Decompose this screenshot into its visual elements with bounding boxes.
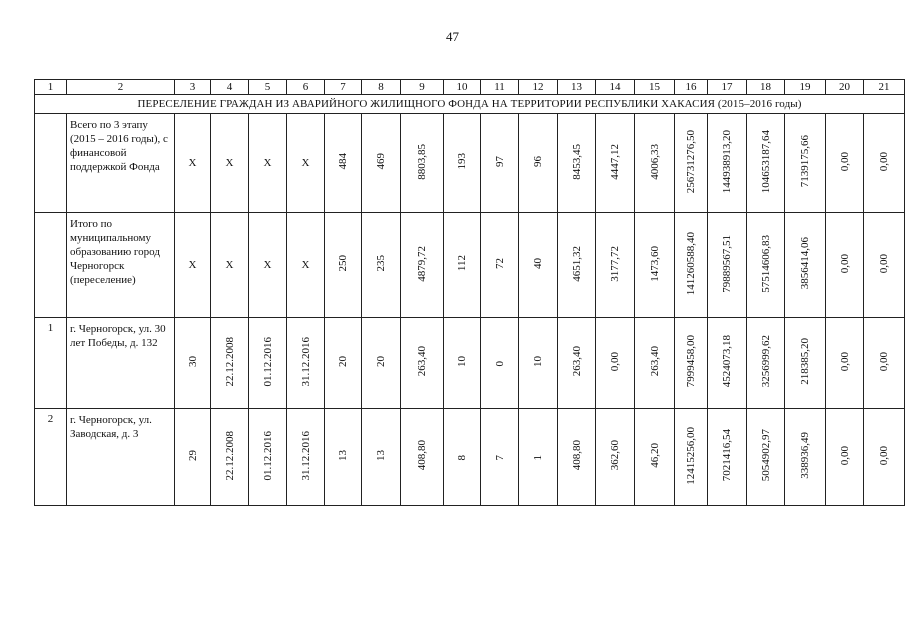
cell-col-11 — [481, 318, 519, 409]
cell-col-18 — [747, 213, 785, 318]
cell-value: 0,00 — [838, 445, 851, 466]
cell-value: 10 — [532, 356, 544, 367]
cell-value: 8453,45 — [570, 143, 583, 180]
cell-col-21 — [864, 114, 905, 213]
cell-col-6 — [287, 213, 325, 318]
row-description: г. Черногорск, ул. 30 лет Победы, д. 132 — [67, 318, 175, 409]
cell-value: 112 — [456, 255, 468, 272]
cell-col-4 — [211, 213, 249, 318]
cell-col-18 — [747, 318, 785, 409]
cell-col-9 — [401, 213, 444, 318]
cell-value: Х — [188, 259, 197, 271]
cell-col-4 — [211, 409, 249, 506]
cell-col-8 — [362, 114, 401, 213]
section-title-row — [35, 95, 905, 114]
cell-col-11 — [481, 114, 519, 213]
cell-col-14 — [596, 213, 635, 318]
cell-col-12 — [519, 213, 558, 318]
cell-col-11 — [481, 213, 519, 318]
cell-col-3 — [175, 318, 211, 409]
cell-col-10 — [444, 114, 481, 213]
cell-value: 72 — [493, 258, 506, 269]
cell-value: 250 — [337, 255, 349, 272]
cell-value: 362,60 — [609, 440, 621, 471]
cell-value: 1 — [532, 454, 544, 460]
cell-col-9 — [401, 409, 444, 506]
cell-col-3 — [175, 213, 211, 318]
cell-col-7 — [325, 213, 362, 318]
column-number: 1 — [35, 80, 67, 95]
total-municipality-row — [35, 213, 905, 318]
cell-value: 01.12.2016 — [261, 430, 274, 481]
cell-value: 0,00 — [878, 351, 890, 372]
cell-col-10 — [444, 318, 481, 409]
cell-col-7 — [325, 114, 362, 213]
cell-value: 193 — [456, 153, 468, 170]
house-row — [35, 318, 905, 409]
cell-value: Х — [301, 157, 310, 169]
cell-col-6 — [287, 409, 325, 506]
cell-col-16 — [675, 409, 708, 506]
cell-value: 0,00 — [838, 351, 851, 372]
cell-value: 12415256,00 — [685, 426, 697, 485]
cell-col-13 — [558, 213, 596, 318]
section-title: ПЕРЕСЕЛЕНИЕ ГРАЖДАН ИЗ АВАРИЙНОГО ЖИЛИЩНОГО ФОНДА НА ТЕРРИТОРИИ РЕСПУБЛИКИ ХАКАСИЯ (2015–2016 годы) — [35, 95, 905, 114]
cell-value: 5054902,97 — [759, 429, 772, 482]
cell-col-3 — [175, 409, 211, 506]
cell-value: 01.12.2016 — [261, 336, 274, 387]
cell-col-6 — [287, 318, 325, 409]
cell-value: Х — [188, 157, 197, 169]
column-number: 19 — [785, 80, 826, 95]
cell-col-16 — [675, 318, 708, 409]
cell-value: 1473,60 — [648, 245, 661, 282]
cell-col-7 — [325, 409, 362, 506]
cell-value: 0,00 — [878, 445, 890, 466]
cell-col-15 — [635, 213, 675, 318]
cell-value: 7021416,54 — [721, 429, 733, 482]
cell-value: 46,20 — [648, 443, 661, 468]
cell-col-12 — [519, 318, 558, 409]
cell-value: 408,80 — [570, 440, 583, 471]
column-number: 11 — [481, 80, 519, 95]
column-number: 13 — [558, 80, 596, 95]
cell-col-13 — [558, 318, 596, 409]
cell-value: 3177,72 — [609, 245, 621, 282]
column-number: 3 — [175, 80, 211, 95]
cell-col-8 — [362, 409, 401, 506]
column-number: 14 — [596, 80, 635, 95]
cell-value: 7139175,66 — [799, 135, 811, 188]
cell-value: Х — [225, 259, 234, 271]
cell-value: 104653187,64 — [759, 129, 772, 194]
cell-value: 79889567,51 — [721, 234, 733, 293]
cell-col-19 — [785, 318, 826, 409]
cell-value: 31.12.2016 — [299, 336, 312, 387]
total-stage-row — [35, 114, 905, 213]
cell-value: 4447,12 — [609, 143, 621, 180]
column-number: 17 — [708, 80, 747, 95]
cell-value: 7999458,00 — [685, 335, 697, 388]
page-number: 47 — [446, 29, 459, 44]
cell-col-10 — [444, 409, 481, 506]
cell-col-21 — [864, 409, 905, 506]
cell-col-15 — [635, 409, 675, 506]
column-number: 6 — [287, 80, 325, 95]
cell-value: 141260588,40 — [685, 231, 697, 296]
cell-value: 13 — [337, 450, 349, 461]
cell-value: 4651,32 — [570, 245, 583, 282]
cell-value: 8803,85 — [416, 143, 428, 180]
cell-col-19 — [785, 114, 826, 213]
column-number: 20 — [826, 80, 864, 95]
row-description: Итого по муниципальному образованию город Черногорск (переселение) — [67, 213, 175, 318]
cell-value: 263,40 — [648, 346, 661, 377]
cell-value: 97 — [493, 156, 506, 167]
cell-value: 30 — [186, 356, 199, 367]
column-number-row — [35, 80, 905, 95]
cell-value: 4879,72 — [416, 245, 428, 282]
cell-col-20 — [826, 318, 864, 409]
cell-value: 0 — [493, 360, 506, 366]
cell-col-3 — [175, 114, 211, 213]
cell-col-20 — [826, 213, 864, 318]
cell-col-17 — [708, 213, 747, 318]
column-number: 12 — [519, 80, 558, 95]
cell-col-18 — [747, 114, 785, 213]
column-number: 18 — [747, 80, 785, 95]
cell-col-14 — [596, 318, 635, 409]
row-index — [35, 213, 67, 318]
resettlement-table — [34, 79, 905, 506]
cell-col-18 — [747, 409, 785, 506]
cell-value: 96 — [532, 156, 544, 167]
column-number: 7 — [325, 80, 362, 95]
row-description: Всего по 3 этапу (2015 – 2016 годы), с финансовой поддержкой Фонда — [67, 114, 175, 213]
cell-col-9 — [401, 114, 444, 213]
cell-col-16 — [675, 213, 708, 318]
cell-col-11 — [481, 409, 519, 506]
row-index — [35, 114, 67, 213]
cell-col-5 — [249, 409, 287, 506]
column-number: 16 — [675, 80, 708, 95]
cell-col-17 — [708, 409, 747, 506]
cell-value: 0,00 — [609, 351, 621, 372]
cell-value: 263,40 — [570, 346, 583, 377]
cell-col-16 — [675, 114, 708, 213]
cell-col-5 — [249, 213, 287, 318]
cell-col-8 — [362, 318, 401, 409]
row-index: 1 — [35, 318, 67, 409]
cell-col-5 — [249, 318, 287, 409]
cell-value: 4006,33 — [648, 143, 661, 180]
cell-value: Х — [263, 157, 272, 169]
cell-col-14 — [596, 114, 635, 213]
cell-col-12 — [519, 409, 558, 506]
cell-col-20 — [826, 114, 864, 213]
cell-value: 408,80 — [416, 440, 428, 471]
cell-col-4 — [211, 318, 249, 409]
house-row — [35, 409, 905, 506]
cell-value: 57514606,83 — [759, 234, 772, 293]
cell-col-12 — [519, 114, 558, 213]
cell-value: 0,00 — [838, 253, 851, 274]
column-number: 10 — [444, 80, 481, 95]
cell-col-13 — [558, 409, 596, 506]
cell-col-6 — [287, 114, 325, 213]
cell-value: 20 — [337, 356, 349, 367]
cell-value: 22.12.2008 — [223, 430, 236, 481]
cell-value: 3256999,62 — [759, 335, 772, 388]
cell-col-21 — [864, 213, 905, 318]
column-number: 21 — [864, 80, 905, 95]
cell-col-9 — [401, 318, 444, 409]
cell-col-14 — [596, 409, 635, 506]
cell-value: 0,00 — [878, 151, 890, 172]
cell-value: 0,00 — [878, 253, 890, 274]
cell-value: 20 — [375, 356, 387, 367]
cell-col-10 — [444, 213, 481, 318]
cell-value: 218385,20 — [799, 338, 811, 385]
cell-value: 256731276,50 — [685, 129, 697, 194]
cell-value: 3856414,06 — [799, 237, 811, 290]
cell-col-8 — [362, 213, 401, 318]
cell-col-4 — [211, 114, 249, 213]
cell-value: Х — [263, 259, 272, 271]
column-number: 15 — [635, 80, 675, 95]
cell-col-13 — [558, 114, 596, 213]
cell-col-15 — [635, 114, 675, 213]
cell-col-19 — [785, 213, 826, 318]
column-number: 5 — [249, 80, 287, 95]
cell-value: 29 — [186, 450, 199, 461]
cell-value: 484 — [337, 153, 349, 170]
cell-col-17 — [708, 318, 747, 409]
cell-col-15 — [635, 318, 675, 409]
cell-value: 0,00 — [838, 151, 851, 172]
column-number: 2 — [67, 80, 175, 95]
cell-value: 144938913,20 — [721, 129, 733, 194]
cell-value: 10 — [456, 356, 468, 367]
cell-col-17 — [708, 114, 747, 213]
cell-value: 31.12.2016 — [299, 430, 312, 481]
margin-stamp-mark — [18, 50, 30, 80]
cell-value: 22.12.2008 — [223, 336, 236, 387]
cell-value: Х — [301, 259, 310, 271]
cell-value: 7 — [493, 454, 506, 460]
row-index: 2 — [35, 409, 67, 506]
cell-value: 338936,49 — [799, 432, 811, 479]
row-description: г. Черногорск, ул. Заводская, д. 3 — [67, 409, 175, 506]
column-number: 4 — [211, 80, 249, 95]
cell-value: 8 — [456, 454, 468, 460]
cell-col-21 — [864, 318, 905, 409]
cell-col-7 — [325, 318, 362, 409]
cell-value: 469 — [375, 153, 387, 170]
cell-col-5 — [249, 114, 287, 213]
cell-col-20 — [826, 409, 864, 506]
column-number: 9 — [401, 80, 444, 95]
cell-value: 13 — [375, 450, 387, 461]
cell-value: 4524073,18 — [721, 335, 733, 388]
cell-value: 235 — [375, 255, 387, 272]
cell-col-19 — [785, 409, 826, 506]
cell-value: 40 — [532, 258, 544, 269]
cell-value: Х — [225, 157, 234, 169]
cell-value: 263,40 — [416, 346, 428, 377]
column-number: 8 — [362, 80, 401, 95]
